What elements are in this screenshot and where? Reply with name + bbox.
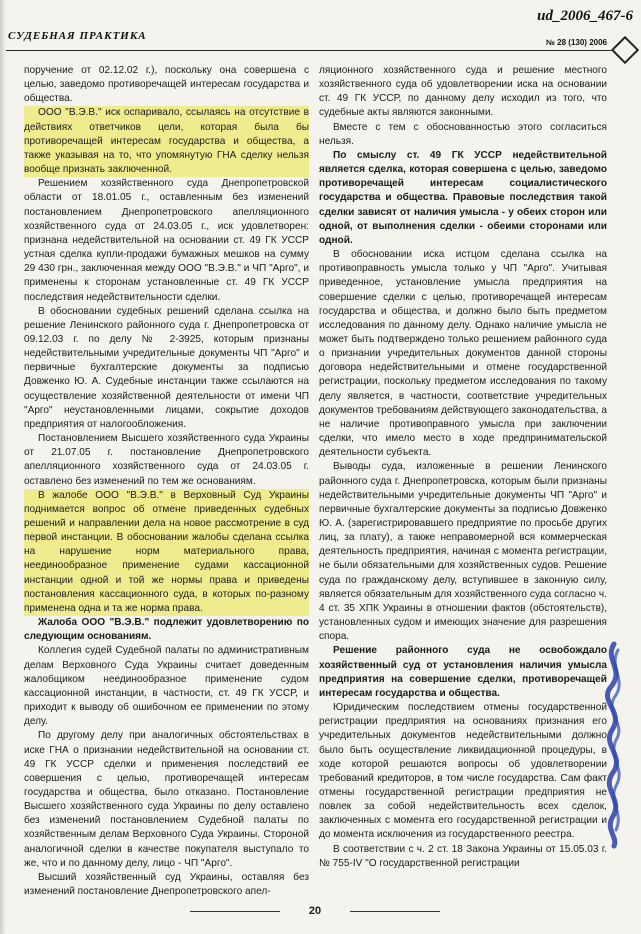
right-text-column (319, 64, 607, 902)
paragraph: Высший хозяйственный суд Украины, оставляя без изменений постановление Днепропетровского апел- (24, 871, 309, 898)
diamond-mark-icon (611, 36, 639, 64)
issue-number: № 28 (130) 2006 (546, 38, 607, 47)
section-title: СУДЕБНАЯ ПРАКТИКА (8, 30, 147, 42)
paragraph: Юридическим последствием отмены государственной регистрации предприятия на основаниях признания его учредительных документов недействительными должно было быть осуществление ликвидационной процедуры, в ходе которой решаются вопросы об удовлетворении требований кредиторов, в том числе государства. Сам факт отмены государственной регистрации предприятия не повлек за собой недействительность всех сделок, заключенных с момента его государственной регистрации и до момента исключения из государственного реестра. (319, 702, 607, 841)
document-id-stamp: ud_2006_467-6 (537, 8, 633, 24)
page-number: 20 (308, 905, 322, 917)
footer-rule-left (190, 911, 280, 912)
paragraph: Коллегия судей Судебной палаты по административным делам Верховного Суда Украины считает доведенным жалобщиком неединообразное применение судом кассационной инстанции, в частности, ст. 49 ГК УССР, и приходит к выводу об ошибочном ее применении по этому делу. (24, 645, 309, 728)
paragraph: По другому делу при аналогичных обстоятельствах в иске ГНА о признании недействительной на основании ст. 49 ГК УССР сделки и применения последствий ее совершения с целью, противоречащей интересам государства и общества, было отказано. Постановление Высшего хозяйственного суда Украины по делу оставлено без изменений постановлением Судебной палаты по хозяйственным делам Верховного Суда Украины. Стороной аналогичной сделки в качестве покупателя выступало то же, что и по данному делу, лицо - ЧП "Арго". (24, 730, 309, 869)
paragraph: Постановлением Высшего хозяйственного суда Украины от 21.07.05 г. постановление Днепропетровского апелляционного хозяйственного суда от 24.03.05 г. оставлено без изменений по тем же основаниям. (24, 433, 309, 487)
paragraph: Выводы суда, изложенные в решении Ленинского районного суда г. Днепропетровска, которым были признаны недействительными учредительные документы ЧП "Арго" и первичные бухгалтерские документы за подписью Довженко Ю. А. (зарегистрировавшего предприятие по просьбе других лиц, за плату), а также неправомерной вся коммерческая деятельность предприятия, начиная с момента регистрации, не были обязательными для хозяйственных судов. Решение суда по гражданскому делу, вступившее в законную силу, является обязательным для хозяйственного суда согласно ч. 4 ст. 35 ХПК Украины в отношении фактов (обстоятельств), установленных судом и имеющих значение для разрешения спора. (319, 461, 607, 643)
paragraph: В соответствии с ч. 2 ст. 18 Закона Украины от 15.05.03 г. № 755-IV "О государственной регистрации (319, 843, 607, 869)
paragraph: ООО "В.Э.В." иск оспаривало, ссылаясь на отсутствие в действиях ответчиков цели, которая была бы противоречащей интересам государства и общества, а также указывая на то, что упомянутую ГНА сделку нельзя вообще признать заключенной. (24, 106, 309, 177)
paragraph: Решение районного суда не освобождало хозяйственный суд от установления наличия умысла предприятия на совершение сделки, противоречащей интересам государства и общества. (319, 645, 607, 699)
page-edge-shadow (0, 0, 6, 934)
pen-scribble-mark (600, 640, 630, 850)
paragraph: В обосновании иска истцом сделана ссылка на противоправность умысла только у ЧП "Арго". Учитывая приведенное, установление умысла предприятия на совершение сделки с целью, противоречащей интересам государства и общества, и должно было быть предметом исследования по данному делу. Однако наличие умысла не может быть подтверждено только решением районного суда о признании учредительных документов данной стороны договора недействительными и отмене государственной регистрации, поскольку предметом исследования по такому делу является, в частности, соответствие учредительных документов требованиям действующего законодательства, а не наличие противоправного умысла при заключении сделки, что имело место в ходе предпринимательской деятельности субъекта. (319, 249, 607, 459)
paragraph: ляционного хозяйственного суда и решение местного хозяйственного суда об удовлетворении иска на основании ст. 49 ГК УССР, по данному делу исходил из того, что судебные акты являются законными. (319, 65, 607, 119)
paragraph: В жалобе ООО "В.Э.В." в Верховный Суд Украины поднимается вопрос об отмене приведенных судебных решений и направлении дела на новое рассмотрение в суд первой инстанции. В обосновании жалобы сделана ссылка на нарушение норм материального права, неединообразное применение судами кассационной инстанции одной и той же нормы права и приведены постановления кассационного суда, в которых по-разному применена одна и та же норма права. (24, 489, 309, 616)
paragraph: Жалоба ООО "В.Э.В." подлежит удовлетворению по следующим основаниям. (24, 617, 309, 643)
paragraph: По смыслу ст. 49 ГК УССР недействительной является сделка, которая совершена с целью, заведомо противоречащей интересам социалистического государства и общества. Правовые последствия такой сделки зависят от наличия умысла - у обеих сторон или одной, от выполнения сделки - обеими сторонами или одной. (319, 149, 607, 246)
header-rule (6, 50, 611, 51)
left-text-column (24, 64, 309, 902)
paragraph: поручение от 02.12.02 г.), поскольку она совершена с целью, заведомо противоречащей интересам государства и общества. (24, 65, 309, 105)
paragraph: В обосновании судебных решений сделана ссылка на решение Ленинского районного суда г. Днепропетровска от 09.12.03 г. по делу № 2-3925, которым признаны недействительными учредительные документы ЧП "Арго" и первичные бухгалтерские документы за подписью Довженко Ю. А. Судебные инстанции также ссылаются на осуществление хозяйственной деятельности от имени ЧП "Арго" неустановленными лицами, сокрытие доходов предприятия от налогообложения. (24, 305, 309, 430)
paragraph: Вместе с тем с обоснованностью этого согласиться нельзя. (319, 121, 607, 147)
footer-rule-right (350, 911, 440, 912)
paragraph: Решением хозяйственного суда Днепропетровской области от 18.01.05 г., оставленным без изменений постановлением Днепропетровского апелляционного хозяйственного суда от 24.03.05 г., иск удовлетворен: признана недействительной на основании ст. 49 ГК УССР устная сделка купли-продажи бумажных мешков на сумму 29 430 грн., заключенная между ООО "В.Э.В." и ЧП "Арго", и применены к сторонам установленные ст. 49 ГК УССР последствия недействительности сделки. (24, 178, 309, 303)
